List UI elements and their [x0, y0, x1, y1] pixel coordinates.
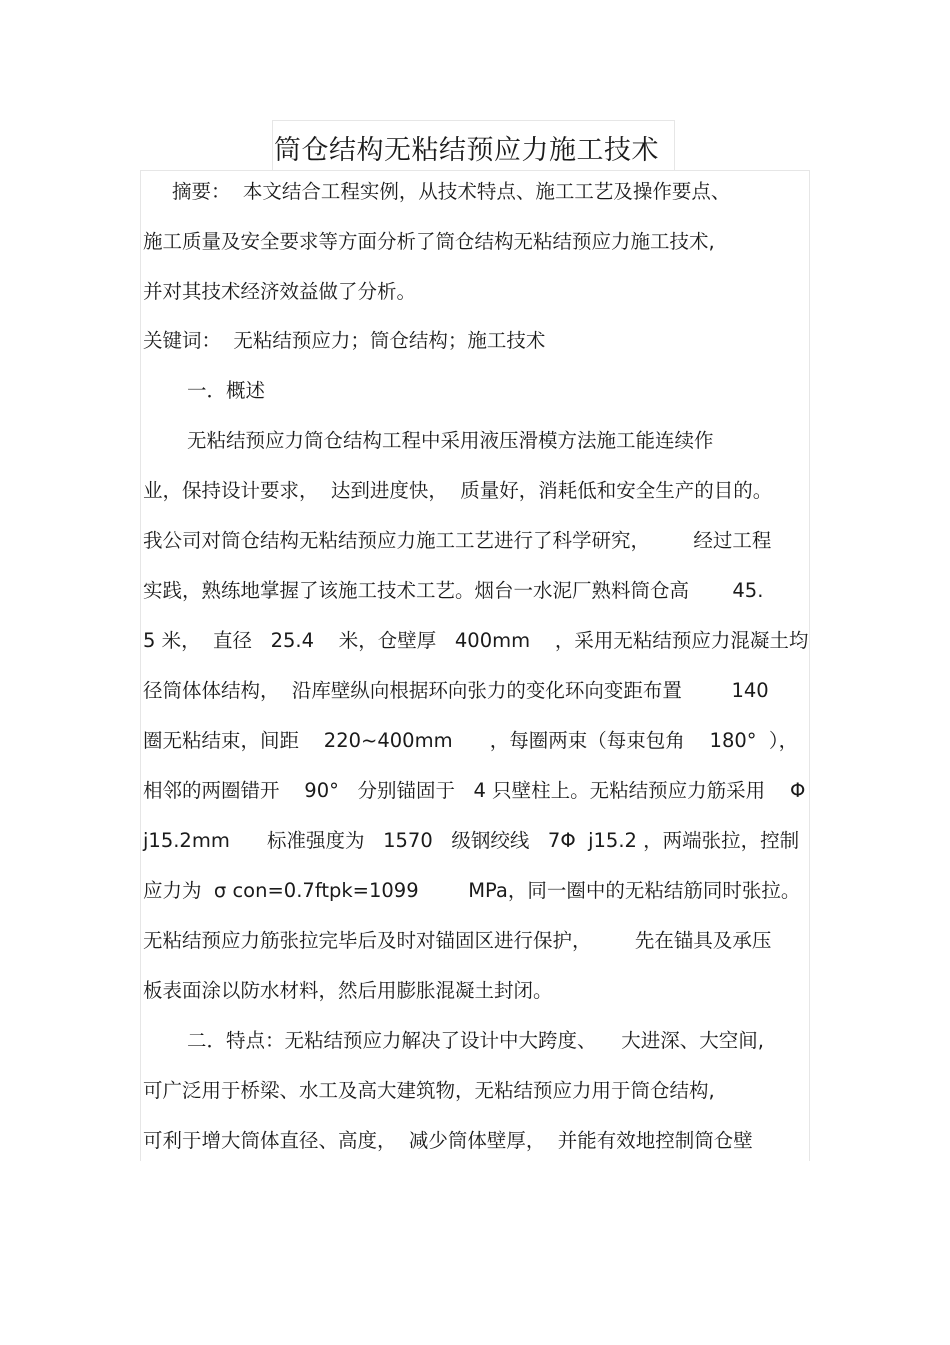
body-line-14: 可利于增大筒体直径、高度， 减少筒体壁厚， 并能有效地控制筒仓壁: [143, 1129, 753, 1152]
body-line-7: 圈无粘结束，间距 220~400mm ，每圈两束（每束包角 180° ），: [143, 729, 799, 752]
abstract-line-1: 摘要： 本文结合工程实例，从技术特点、施工工艺及操作要点、: [172, 180, 731, 203]
body-line-9: j15.2mm 标准强度为 1570 级钢绞线 7Φ j15.2 ，两端张拉，控制: [143, 829, 800, 852]
body-line-10: 应力为 σ con=0.7ftpk=1099 MPa，同一圈中的无粘结筋同时张拉。: [143, 879, 801, 902]
abstract-line-3: 并对其技术经济效益做了分析。: [143, 280, 417, 303]
body-line-5: 5 米， 直径 25.4 米，仓壁厚 400mm ，采用无粘结预应力混凝土均: [143, 629, 809, 652]
body-line-12: 板表面涂以防水材料，然后用膨胀混凝土封闭。: [143, 979, 553, 1002]
keywords-line: 关键词： 无粘结预应力；筒仓结构；施工技术: [143, 329, 546, 352]
body-line-13: 可广泛用于桥梁、水工及高大建筑物，无粘结预应力用于筒仓结构,: [143, 1079, 715, 1102]
abstract-line-2: 施工质量及安全要求等方面分析了筒仓结构无粘结预应力施工技术,: [143, 230, 715, 253]
page-title: 筒仓结构无粘结预应力施工技术: [274, 135, 659, 166]
body-line-1: 无粘结预应力筒仓结构工程中采用液压滑模方法施工能连续作: [187, 429, 714, 452]
body-line-2: 业，保持设计要求， 达到进度快， 质量好，消耗低和安全生产的目的。: [143, 479, 773, 502]
body-line-4: 实践，熟练地掌握了该施工技术工艺。烟台一水泥厂熟料筒仓高 45.: [143, 579, 764, 602]
body-line-6: 径筒体体结构， 沿库壁纵向根据环向张力的变化环向变距布置 140: [143, 679, 769, 702]
body-line-8: 相邻的两圈错开 90° 分别锚固于 4 只壁柱上。无粘结预应力筋采用 Φ: [143, 779, 806, 802]
page-frame: [140, 170, 810, 1161]
section-heading-1: 一．概述: [187, 379, 266, 402]
body-line-3: 我公司对筒仓结构无粘结预应力施工工艺进行了科学研究， 经过工程: [143, 529, 772, 552]
section-heading-2: 二．特点：无粘结预应力解决了设计中大跨度、 大进深、大空间,: [187, 1029, 764, 1052]
body-line-11: 无粘结预应力筋张拉完毕后及时对锚固区进行保护， 先在锚具及承压: [143, 929, 772, 952]
